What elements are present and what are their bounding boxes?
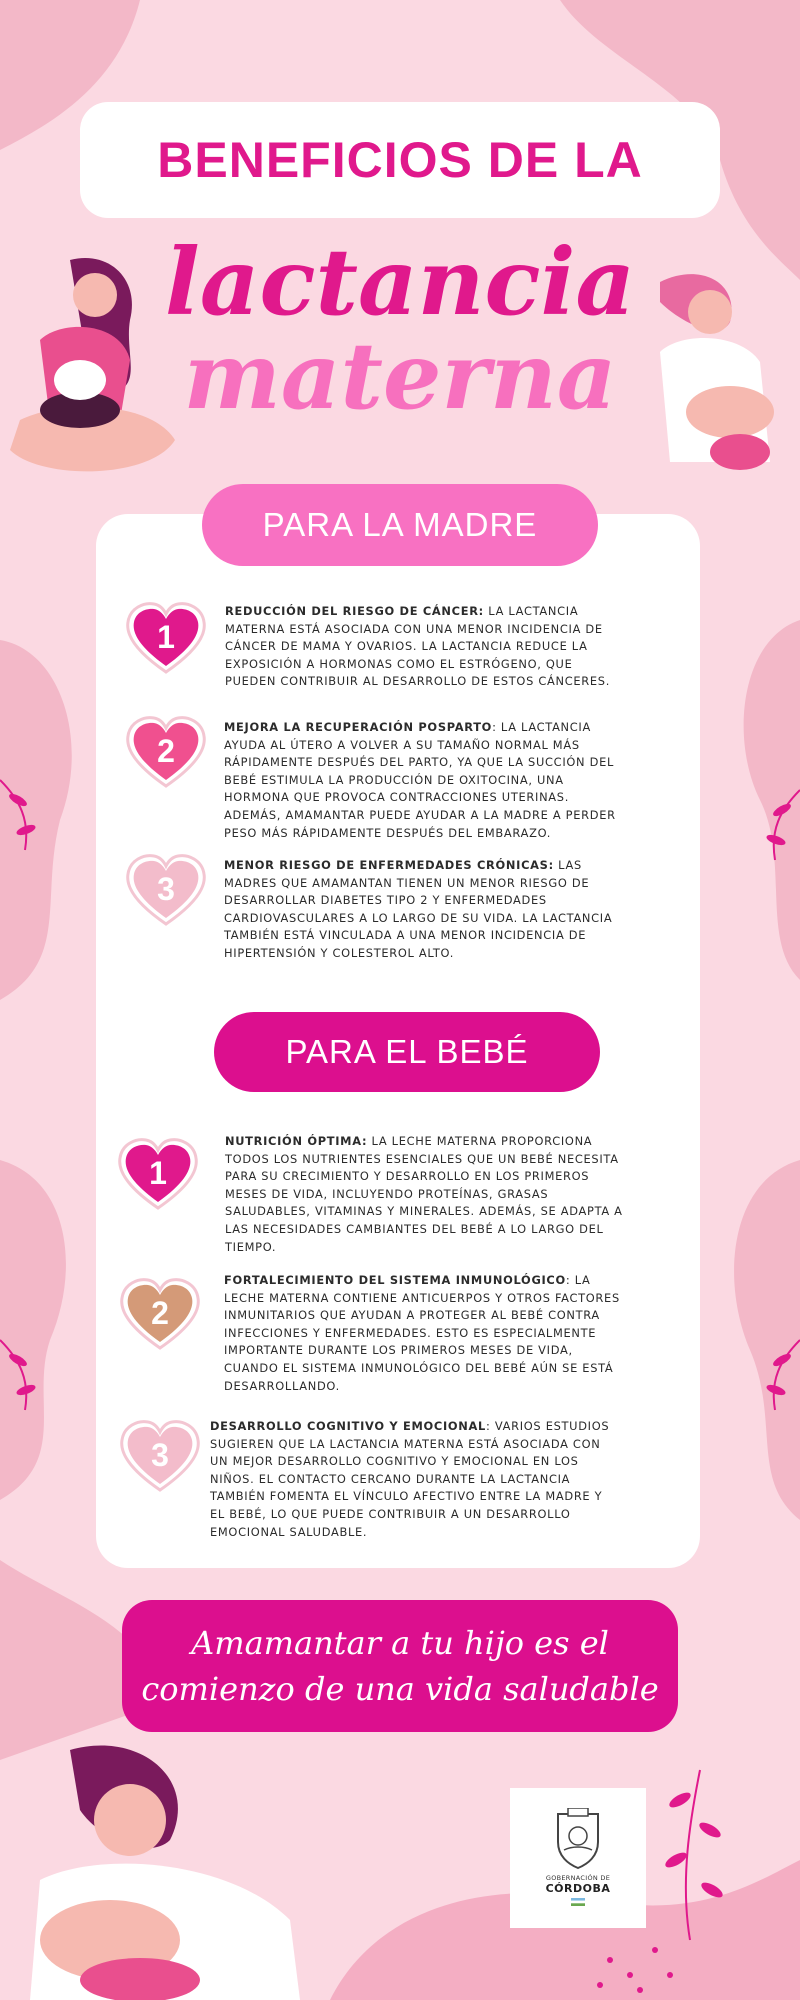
benefit-text: MEJORA LA RECUPERACIÓN POSPARTO: LA LACTANCIA AYUDA AL ÚTERO A VOLVER A SU TAMAÑO NORMAL MÁS RÁPIDAMENTE DESPUÉS DEL PARTO, YA QUE LA SUCCIÓN DEL BEBÉ ESTIMULA LA PRODUCCIÓN DE OXITOCINA, UNA HORMONA QUE PROVOCA CONTRACCIONES UTERINAS. ADEMÁS, AMAMANTAR PUEDE AYUDAR A LA MADRE A PERDER PESO MÁS RÁPIDAMENTE DESPUÉS DEL EMBARAZO.	[224, 720, 616, 840]
heart-number-icon	[116, 1136, 200, 1212]
closing-quote	[122, 1600, 678, 1732]
benefit-text: NUTRICIÓN ÓPTIMA: LA LECHE MATERNA PROPORCIONA TODOS LOS NUTRIENTES ESENCIALES QUE UN BEBÉ NECESITA PARA SU CRECIMIENTO Y DESARROLLO EN LOS PRIMEROS MESES DE VIDA, INCLUYENDO PROTEÍNAS, GRASAS SALUDABLES, VITAMINAS Y MINERALES. ADEMÁS, SE ADAPTA A LAS NECESIDADES CAMBIANTES DEL BEBÉ A LO LARGO DEL TIEMPO.	[225, 1134, 623, 1254]
svg-text:2: 2	[151, 1295, 169, 1331]
heart-number-icon	[124, 714, 208, 790]
logo-big-text: CÓRDOBA	[545, 1882, 611, 1895]
flag-icon	[571, 1898, 585, 1906]
title-box	[80, 102, 720, 218]
mother-illustration-bottom	[0, 1740, 320, 2000]
svg-text:1: 1	[149, 1155, 167, 1191]
coat-of-arms-icon	[552, 1808, 604, 1870]
government-logo	[510, 1788, 646, 1928]
heart-number-icon	[124, 600, 208, 676]
section-heading-bebe: PARA EL BEBÉ	[214, 1012, 600, 1092]
benefit-text: DESARROLLO COGNITIVO Y EMOCIONAL: VARIOS ESTUDIOS SUGIEREN QUE LA LACTANCIA MATERNA ESTÁ ASOCIADA CON UN MEJOR DESARROLLO COGNITIVO Y EMOCIONAL EN LOS NIÑOS. EL CONTACTO CERCANO DURANTE LA LACTANCIA TAMBIÉN FOMENTA EL VÍNCULO AFECTIVO ENTRE LA MADRE Y EL BEBÉ, LO QUE PUEDE CONTRIBUIR A UN DESARROLLO EMOCIONAL SALUDABLE.	[210, 1419, 610, 1539]
heart-number-icon	[124, 852, 208, 928]
title-script-line2: materna	[183, 322, 617, 430]
page-title: BENEFICIOS DE LA	[157, 132, 643, 188]
benefit-text: REDUCCIÓN DEL RIESGO DE CÁNCER: LA LACTANCIA MATERNA ESTÁ ASOCIADA CON UNA MENOR INCIDENCIA DE CÁNCER DE MAMA Y OVARIOS. LA LACTANCIA REDUCE LA EXPOSICIÓN A HORMONAS COMO EL ESTRÓGENO, QUE PUEDEN CONTRIBUIR AL DESARROLLO DE ESTOS CÁNCERES.	[225, 604, 611, 689]
section-heading-madre: PARA LA MADRE	[202, 484, 598, 566]
svg-text:3: 3	[151, 1437, 169, 1473]
quote-line1: Amamantar a tu hijo es el	[191, 1624, 609, 1662]
svg-text:2: 2	[157, 733, 175, 769]
benefit-text: MENOR RIESGO DE ENFERMEDADES CRÓNICAS: LAS MADRES QUE AMAMANTAN TIENEN UN MENOR RIESGO DE DESARROLLAR DIABETES TIPO 2 Y ENFERMEDADES CARDIOVASCULARES A LO LARGO DE SU VIDA. LA LACTANCIA TAMBIÉN ESTÁ VINCULADA A UNA MENOR INCIDENCIA DE HIPERTENSIÓN Y COLESTEROL ALTO.	[224, 858, 613, 960]
heart-number-icon	[118, 1276, 202, 1352]
logo-small-text: GOBERNACIÓN DE	[545, 1874, 611, 1882]
svg-text:1: 1	[157, 619, 175, 655]
svg-text:3: 3	[157, 871, 175, 907]
benefit-text: FORTALECIMIENTO DEL SISTEMA INMUNOLÓGICO: LA LECHE MATERNA CONTIENE ANTICUERPOS Y OTROS FACTORES INMUNITARIOS QUE AYUDAN A PROTEGER AL BEBÉ CONTRA INFECCIONES Y ENFERMEDADES. ESTO ES ESPECIALMENTE IMPORTANTE DURANTE LOS PRIMEROS MESES DE VIDA, CUANDO EL SISTEMA INMUNOLÓGICO DEL BEBÉ AÚN SE ESTÁ DESARROLLANDO.	[224, 1273, 620, 1393]
title-script-line1: lactancia	[164, 228, 636, 336]
quote-line2: comienzo de una vida saludable	[141, 1670, 659, 1708]
heart-number-icon	[118, 1418, 202, 1494]
